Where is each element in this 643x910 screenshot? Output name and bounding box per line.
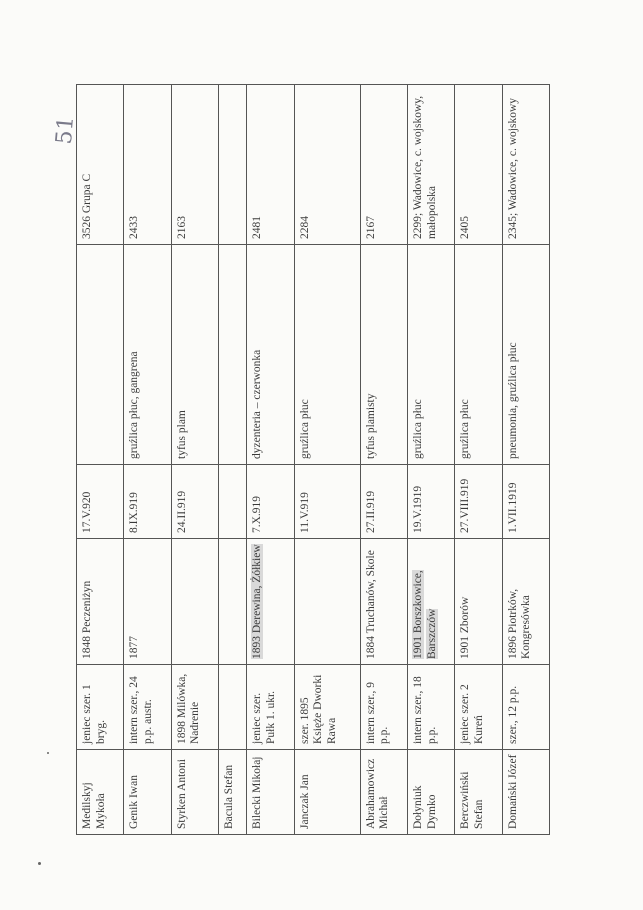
name-cell: Domański Józef [502, 750, 549, 835]
reference-cell: 2284 [294, 85, 360, 245]
scan-speck [47, 752, 49, 754]
birth-cell [171, 539, 218, 665]
cause-cell [77, 245, 124, 465]
unit-cell: jeniec szer. 2 Kureń [455, 665, 502, 750]
reference-cell: 2405 [455, 85, 502, 245]
birth-cell [294, 539, 360, 665]
cause-cell: gruźlica płuc [455, 245, 502, 465]
table-row [502, 85, 549, 835]
scan-speck [38, 862, 41, 865]
reference-cell: 2481 [247, 85, 294, 245]
death-date-cell: 7.X.919 [247, 465, 294, 539]
rotated-register [76, 95, 550, 835]
highlighted-text: 1901 Borszkowice, Barszczów [412, 570, 438, 659]
death-date-cell: 11.V.919 [294, 465, 360, 539]
cause-cell: pneumonia, gruźlica płuc [502, 245, 549, 465]
name-cell: Bacula Stefan [218, 750, 247, 835]
name-cell: Styrken Antoni [171, 750, 218, 835]
table-row [408, 85, 455, 835]
birth-cell: 1848 Peczeniżyn [77, 539, 124, 665]
cause-cell: gruźlica płuc [294, 245, 360, 465]
death-date-cell: 8.IX.919 [124, 465, 171, 539]
register-table [76, 84, 550, 835]
death-date-cell: 24.II.919 [171, 465, 218, 539]
name-cell: Genik Iwan [124, 750, 171, 835]
birth-cell [247, 539, 294, 665]
table-row [171, 85, 218, 835]
table-row [360, 85, 407, 835]
reference-cell: 3526 Grupa C [77, 85, 124, 245]
death-date-cell: 17.V.920 [77, 465, 124, 539]
table-row [218, 85, 247, 835]
birth-cell [408, 539, 455, 665]
unit-cell: intern szer., 18 p.p. [408, 665, 455, 750]
unit-cell: intern szer., 9 p.p. [360, 665, 407, 750]
unit-cell: szer. 1895 Księże Dworki Rawa [294, 665, 360, 750]
unit-cell: 1898 Milówka, Nadrenie [171, 665, 218, 750]
cause-cell: gruźlica płuc [408, 245, 455, 465]
unit-cell [218, 665, 247, 750]
death-date-cell: 27.II.919 [360, 465, 407, 539]
unit-cell: szer., 12 p.p. [502, 665, 549, 750]
highlighted-text: 1893 Derewina, Żółkiew [251, 544, 264, 659]
reference-cell [218, 85, 247, 245]
death-date-cell: 19.V.1919 [408, 465, 455, 539]
cause-cell: tyfus plamisty [360, 245, 407, 465]
name-cell: Bilecki Mikołaj [247, 750, 294, 835]
reference-cell: 2299; Wadowice, c. wojskowy, małopolska [408, 85, 455, 245]
reference-cell: 2345; Wadowice, c. wojskowy [502, 85, 549, 245]
reference-cell: 2167 [360, 85, 407, 245]
death-date-cell: 1.VII.1919 [502, 465, 549, 539]
reference-cell: 2163 [171, 85, 218, 245]
cause-cell [218, 245, 247, 465]
unit-cell: intern szer., 24 p.p. austr. [124, 665, 171, 750]
name-cell: Berczwiński Stefan [455, 750, 502, 835]
birth-cell: 1884 Truchanów, Skole [360, 539, 407, 665]
cause-cell: gruźlica płuc, gangrena [124, 245, 171, 465]
birth-cell [218, 539, 247, 665]
table-row [455, 85, 502, 835]
document-page [76, 95, 550, 835]
table-row [124, 85, 171, 835]
birth-cell: 1896 Piotrków, Kongresówka [502, 539, 549, 665]
table-row [294, 85, 360, 835]
name-cell: Janczak Jan [294, 750, 360, 835]
table-row [77, 85, 124, 835]
cause-cell: dyzenteria – czerwonka [247, 245, 294, 465]
name-cell: Abrahamowicz Michał [360, 750, 407, 835]
birth-cell: 1901 Zborów [455, 539, 502, 665]
table-row [247, 85, 294, 835]
birth-cell: 1877 [124, 539, 171, 665]
name-cell: Medilskyj Mykoła [77, 750, 124, 835]
death-date-cell: 27.VIII.919 [455, 465, 502, 539]
name-cell: Dołyniuk Dymko [408, 750, 455, 835]
reference-cell: 2433 [124, 85, 171, 245]
death-date-cell [218, 465, 247, 539]
unit-cell: jeniec szer. 1 bryg. [77, 665, 124, 750]
unit-cell: jeniec szer. Pułk 1. ukr. [247, 665, 294, 750]
handwritten-page-number: 51 [51, 115, 80, 146]
cause-cell: tyfus plam [171, 245, 218, 465]
